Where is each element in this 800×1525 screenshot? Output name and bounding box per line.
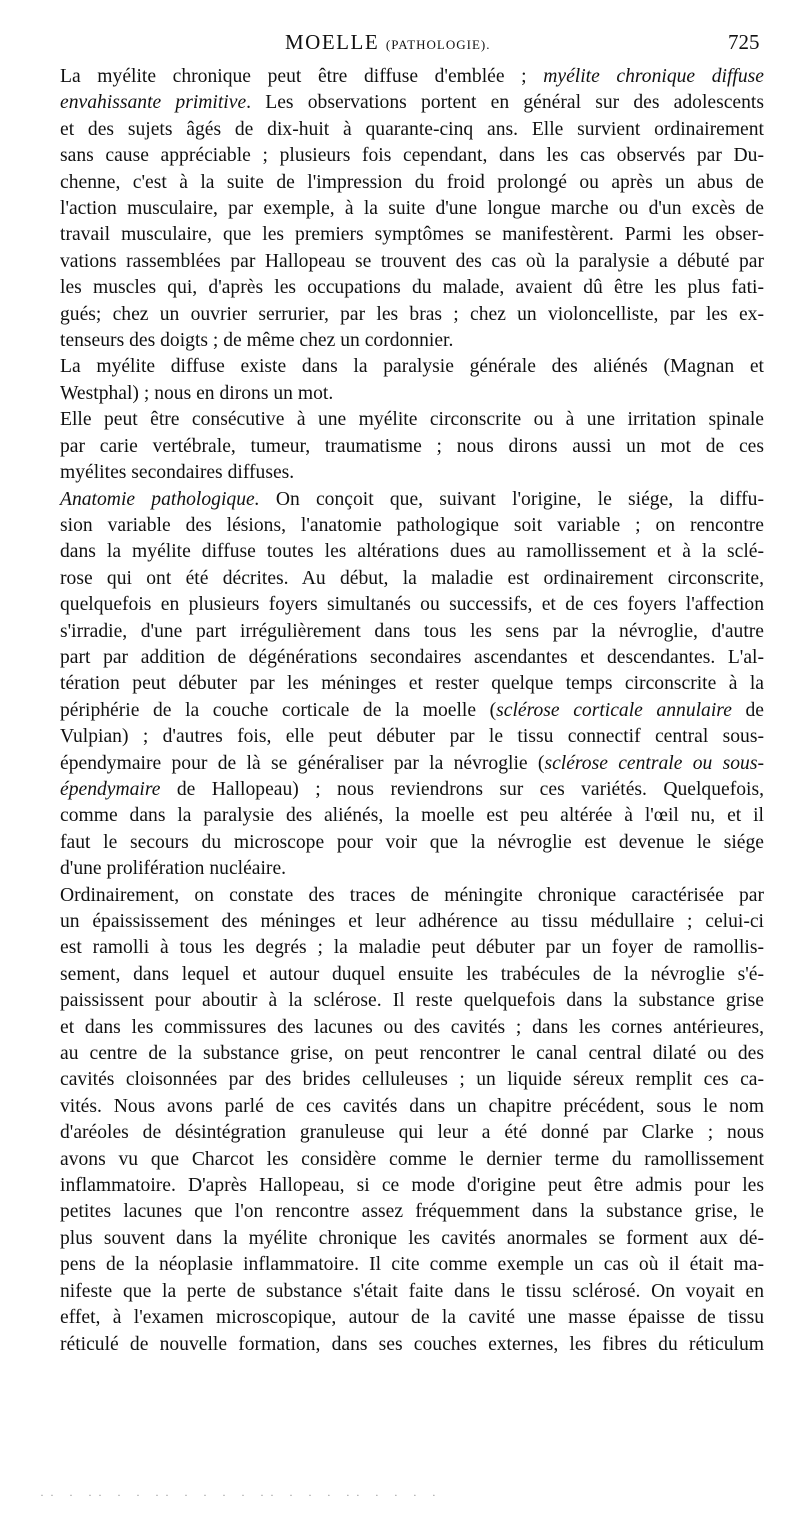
running-title-main: MOELLE <box>285 30 380 54</box>
text-line: effet, à l'examen microscopique, autour de la cavité une masse épaisse de tissu <box>60 1307 764 1329</box>
text-line: Westphal) ; nous en dirons un mot. <box>60 382 334 404</box>
text-line: et dans les commissures des lacunes ou des cavités ; dans les cornes antérieures, <box>60 1016 764 1038</box>
running-header <box>0 30 800 58</box>
text-line: est ramolli à tous les degrés ; la maladie peut débuter par un foyer de ramollis- <box>60 937 764 959</box>
text-line: réticulé de nouvelle formation, dans ses couches externes, les fibres du réticulum <box>60 1333 764 1355</box>
text-line: nifeste que la perte de substance s'était faite dans le tissu sclérosé. On voyait en <box>60 1280 764 1302</box>
text-line: plus souvent dans la myélite chronique les cavités anormales se forment aux dé- <box>60 1227 764 1249</box>
text-line <box>60 64 764 90</box>
text-line: Elle peut être consécutive à une myélite circonscrite ou à une irritation spinale <box>60 409 764 431</box>
text-line: un épaississement des méninges et leur adhérence au tissu médullaire ; celui-ci <box>60 911 764 932</box>
running-title <box>285 30 491 55</box>
italic-term: sclérose centrale ou sous- <box>544 752 764 774</box>
text-line: l'action musculaire, par exemple, à la suite d'une longue marche ou d'un excès de <box>60 198 764 220</box>
text-line: paississent pour aboutir à la sclérose. Il reste quelquefois dans la substance grise <box>60 990 764 1012</box>
text-line: comme dans la paralysie des aliénés, la moelle est peu altérée à l'œil nu, et il <box>60 805 764 827</box>
italic-term: sclérose corticale annulaire <box>496 699 732 721</box>
text-line: tenseurs des doigts ; de même chez un cordonnier. <box>60 330 454 352</box>
italic-term: envahissante primitive <box>60 92 247 114</box>
italic-term: myélite chronique diffuse <box>543 66 764 87</box>
body-text <box>60 64 764 1358</box>
text-line: Vulpian) ; d'autres fois, elle peut débuter par le tissu connectif central sous- <box>60 726 764 748</box>
text-span: périphérie de la couche corticale de la moelle ( <box>60 699 497 721</box>
italic-term: épendymaire <box>60 778 161 800</box>
text-span: de Hallopeau) ; nous reviendrons sur ces variétés. Quelquefois, <box>160 778 764 800</box>
text-line: inflammatoire. D'après Hallopeau, si ce mode d'origine peut être admis pour les <box>60 1175 764 1197</box>
text-span: épendymaire pour de là se généraliser par la névroglie ( <box>60 752 545 774</box>
text-line: cavités cloisonnées par des brides celluleuses ; un liquide séreux remplit ces ca- <box>60 1069 764 1091</box>
text-line <box>60 487 764 513</box>
text-line: vités. Nous avons parlé de ces cavités dans un chapitre précédent, sous le nom <box>60 1095 764 1117</box>
text-line: d'aréoles de désintégration granuleuse qui leur a été donné par Clarke ; nous <box>60 1122 764 1144</box>
text-span: de <box>731 699 764 721</box>
text-line: part par addition de dégénérations secondaires ascendantes et descendantes. L'al- <box>60 646 764 668</box>
text-line: sans cause appréciable ; plusieurs fois cependant, dans les cas observés par Du- <box>60 145 764 167</box>
paragraph-2 <box>60 354 764 407</box>
paragraph-5 <box>60 883 764 1358</box>
text-line <box>60 698 764 724</box>
text-line: gués; chez un ouvrier serrurier, par les bras ; chez un violoncelliste, par les ex- <box>60 303 764 325</box>
text-line: rose qui ont été décrites. Au début, la maladie est ordinairement circonscrite, <box>60 567 764 589</box>
text-line: les muscles qui, d'après les occupations du malade, avaient dû être les plus fati- <box>60 277 764 299</box>
paragraph-3 <box>60 407 764 486</box>
text-line: par carie vertébrale, tumeur, traumatisme ; nous dirons aussi un mot de ces <box>60 435 764 457</box>
text-line: tération peut débuter par les méninges et rester quelque temps circonscrite à la <box>60 673 764 695</box>
text-line: avons vu que Charcot les considère comme le dernier terme du ramollissement <box>60 1148 764 1170</box>
text-line: petites lacunes que l'on rencontre assez fréquemment dans la substance grise, le <box>60 1201 764 1223</box>
text-line <box>60 777 764 803</box>
text-line: dans la myélite diffuse toutes les altérations dues au ramollissement et à la sclé- <box>60 541 764 563</box>
text-line: faut le secours du microscope pour voir que la névroglie est devenue le siége <box>60 831 764 853</box>
section-heading: Anatomie pathologique. <box>60 488 260 510</box>
text-line: Ordinairement, on constate des traces de méningite chronique caractérisée par <box>60 884 764 906</box>
text-line: travail musculaire, que les premiers symptômes se manifestèrent. Parmi les obser- <box>60 224 764 246</box>
text-line: sion variable des lésions, l'anatomie pathologique soit variable ; on rencontre <box>60 514 764 536</box>
text-line: au centre de la substance grise, on peut rencontrer le canal central dilaté ou des <box>60 1043 764 1065</box>
text-line: myélites secondaires diffuses. <box>60 462 295 484</box>
text-line <box>60 90 764 116</box>
text-line: sement, dans lequel et autour duquel ensuite les trabécules de la névroglie s'é- <box>60 963 764 985</box>
text-line: La myélite diffuse existe dans la paralysie générale des aliénés (Magnan et <box>60 356 764 378</box>
text-line: et des sujets âgés de dix-huit à quarante-cinq ans. Elle survient ordinairement <box>60 118 764 140</box>
text-line: quelquefois en plusieurs foyers simultanés ou successifs, et de ces foyers l'affection <box>60 594 764 616</box>
text-line: d'une prolifération nucléaire. <box>60 858 287 880</box>
text-line <box>60 751 764 777</box>
paragraph-4 <box>60 487 764 883</box>
text-line: s'irradie, d'une part irrégulièrement dans tous les sens par la névroglie, d'autre <box>60 620 764 642</box>
text-span: On conçoit que, suivant l'origine, le siége, la diffu- <box>259 488 764 510</box>
page-number: 725 <box>728 30 760 54</box>
scan-artifact-marks: ·· · ·· · · ·· · · · · ·· · · · ·· · · · · <box>40 1488 442 1502</box>
text-span: La myélite chronique peut être diffuse d'emblée ; <box>60 66 544 87</box>
text-line: pens de la néoplasie inflammatoire. Il cite comme exemple un cas où il était ma- <box>60 1254 764 1276</box>
text-span: . Les observations portent en général sur des adolescents <box>246 92 764 114</box>
text-line: chenne, c'est à la suite de l'impression du froid prolongé ou après un abus de <box>60 171 764 193</box>
paragraph-1 <box>60 64 764 354</box>
text-line: vations rassemblées par Hallopeau se trouvent des cas où la paralysie a débuté par <box>60 250 764 272</box>
running-title-subtitle: (PATHOLOGIE). <box>385 37 491 52</box>
